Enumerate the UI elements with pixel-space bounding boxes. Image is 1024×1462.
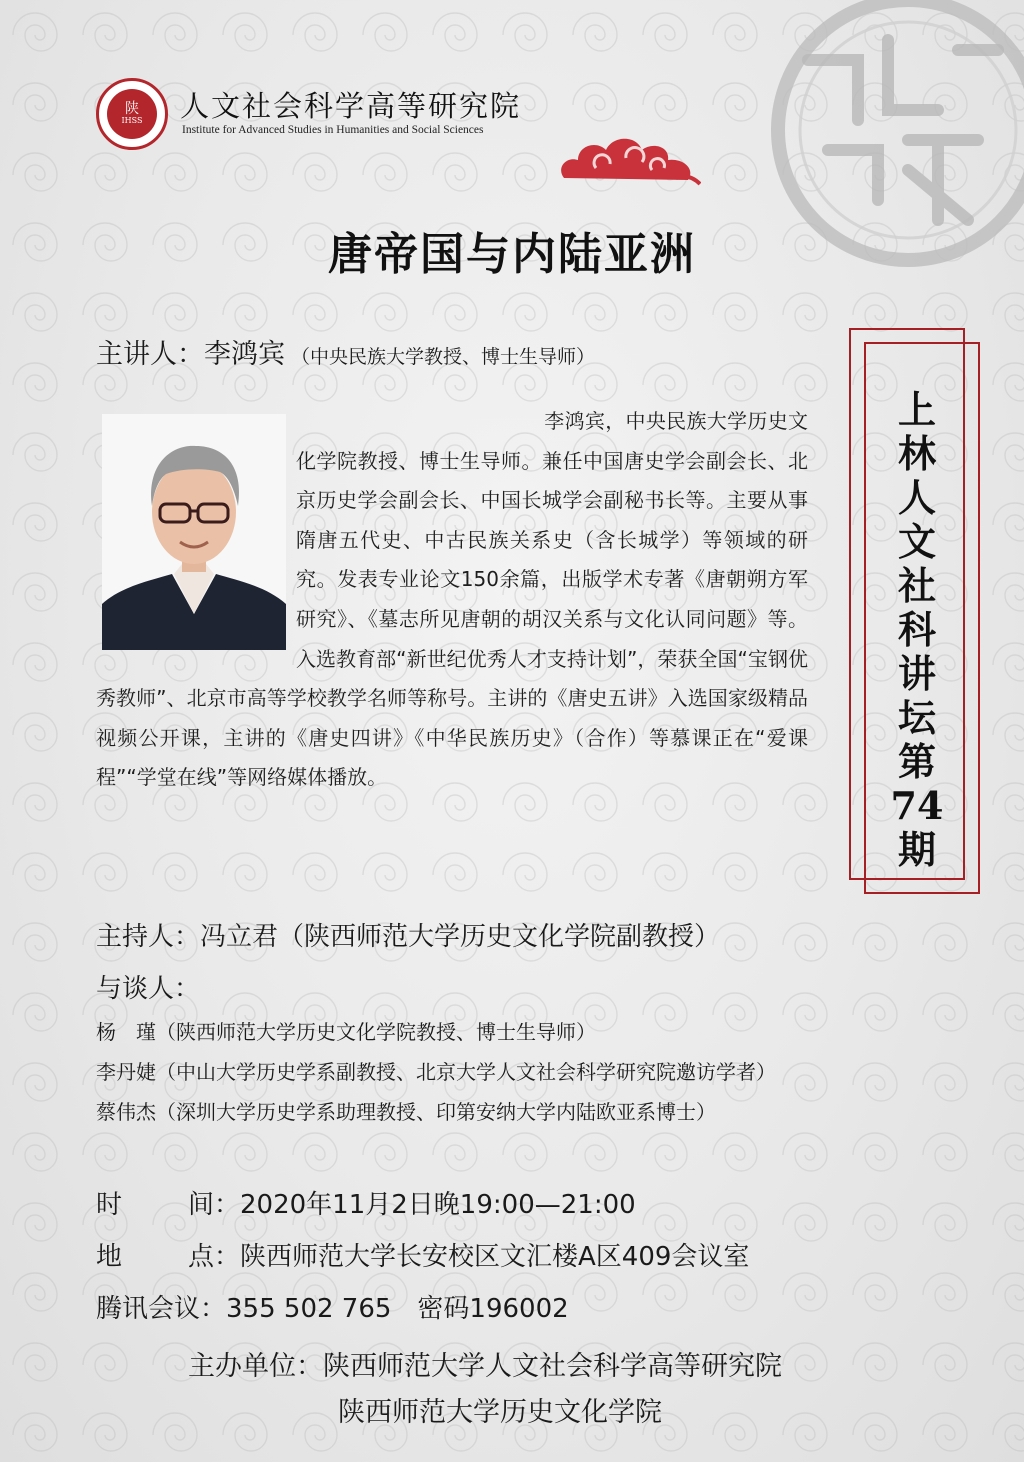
- institute-logo-seal: [96, 78, 168, 150]
- host-line: 主持人：冯立君（陕西师范大学历史文化学院副教授）: [96, 922, 721, 952]
- series-char: 第: [897, 739, 936, 784]
- place-value: 陕西师范大学长安校区文汇楼A区409会议室: [240, 1242, 750, 1272]
- institute-name-en: Institute for Advanced Studies in Humanities and Social Sciences: [182, 124, 484, 136]
- series-char: 讲: [897, 651, 936, 696]
- series-char: 林: [897, 431, 936, 476]
- lecture-title: 唐帝国与内陆亚洲: [328, 229, 696, 280]
- organizer-line-1: [188, 1344, 782, 1383]
- discussant-item: 杨 瑾（陕西师范大学历史文化学院教授、博士生导师）: [96, 1020, 596, 1044]
- institute-name-cn: 人文社会科学高等研究院: [180, 89, 522, 123]
- time-line: [96, 1184, 636, 1221]
- series-char: 上: [897, 387, 936, 432]
- place-line: [96, 1236, 749, 1273]
- time-label-b: 间：: [188, 1190, 241, 1220]
- speaker-label: 主讲人：: [96, 339, 204, 370]
- series-char: 社: [897, 563, 936, 608]
- auspicious-cloud-icon: [556, 128, 701, 190]
- discussant-item: 李丹婕（中山大学历史学系副教授、北京大学人文社会科学研究院邀访学者）: [96, 1060, 776, 1084]
- organizer-label: 主办单位：: [188, 1351, 323, 1382]
- organizer-name-1: 陕西师范大学人文社会科学高等研究院: [323, 1351, 782, 1382]
- series-char: 文: [897, 519, 936, 564]
- meeting-line: [96, 1288, 569, 1325]
- series-char: 坛: [897, 695, 936, 740]
- series-char: 科: [897, 607, 936, 652]
- series-vertical-title: [888, 388, 946, 872]
- discussant-item: 蔡伟杰（深圳大学历史学系助理教授、印第安纳大学内陆欧亚系博士）: [96, 1100, 716, 1124]
- speaker-line: [96, 332, 595, 371]
- series-char: 人: [897, 475, 936, 520]
- series-char: 期: [897, 827, 936, 872]
- logo-seal-char: 陕: [125, 100, 139, 117]
- meeting-value: 355 502 765 密码196002: [226, 1294, 569, 1324]
- series-number: 74: [890, 783, 944, 828]
- discussants-label: 与谈人：: [96, 974, 201, 1004]
- meeting-label: 腾讯会议：: [96, 1294, 227, 1324]
- logo-seal-abbr: IHSS: [121, 116, 143, 126]
- speaker-bio: [96, 402, 808, 798]
- place-label-b: 点：: [188, 1242, 241, 1272]
- place-label-a: 地: [96, 1242, 123, 1272]
- time-label-a: 时: [96, 1190, 123, 1220]
- speaker-name: 李鸿宾: [204, 339, 285, 370]
- speaker-affiliation: （中央民族大学教授、博士生导师）: [291, 346, 596, 368]
- time-value: 2020年11月2日晚19:00—21:00: [240, 1190, 636, 1220]
- organizer-name-2: 陕西师范大学历史文化学院: [338, 1397, 662, 1428]
- speaker-bio-text: 李鸿宾，中央民族大学历史文化学院教授、博士生导师。兼任中国唐史学会副会长、北京历史学会副会长、中国长城学会副秘书长等。主要从事隋唐五代史、中古民族关系史（含长城学）等领域的研究。发表专业论文150余篇，出版学术专著《唐朝朔方军研究》、《墓志所见唐朝的胡汉关系与文化认同问题》等。入选教育部“新世纪优秀人才支持计划”，荣获全国“宝钢优秀教师”、北京市高等学校教学名师等称号。主讲的《唐史五讲》入选国家级精品视频公开课，主讲的《唐史四讲》《中华民族历史》（合作）等慕课正在“爱课程”“学堂在线”等网络媒体播放。: [96, 409, 808, 790]
